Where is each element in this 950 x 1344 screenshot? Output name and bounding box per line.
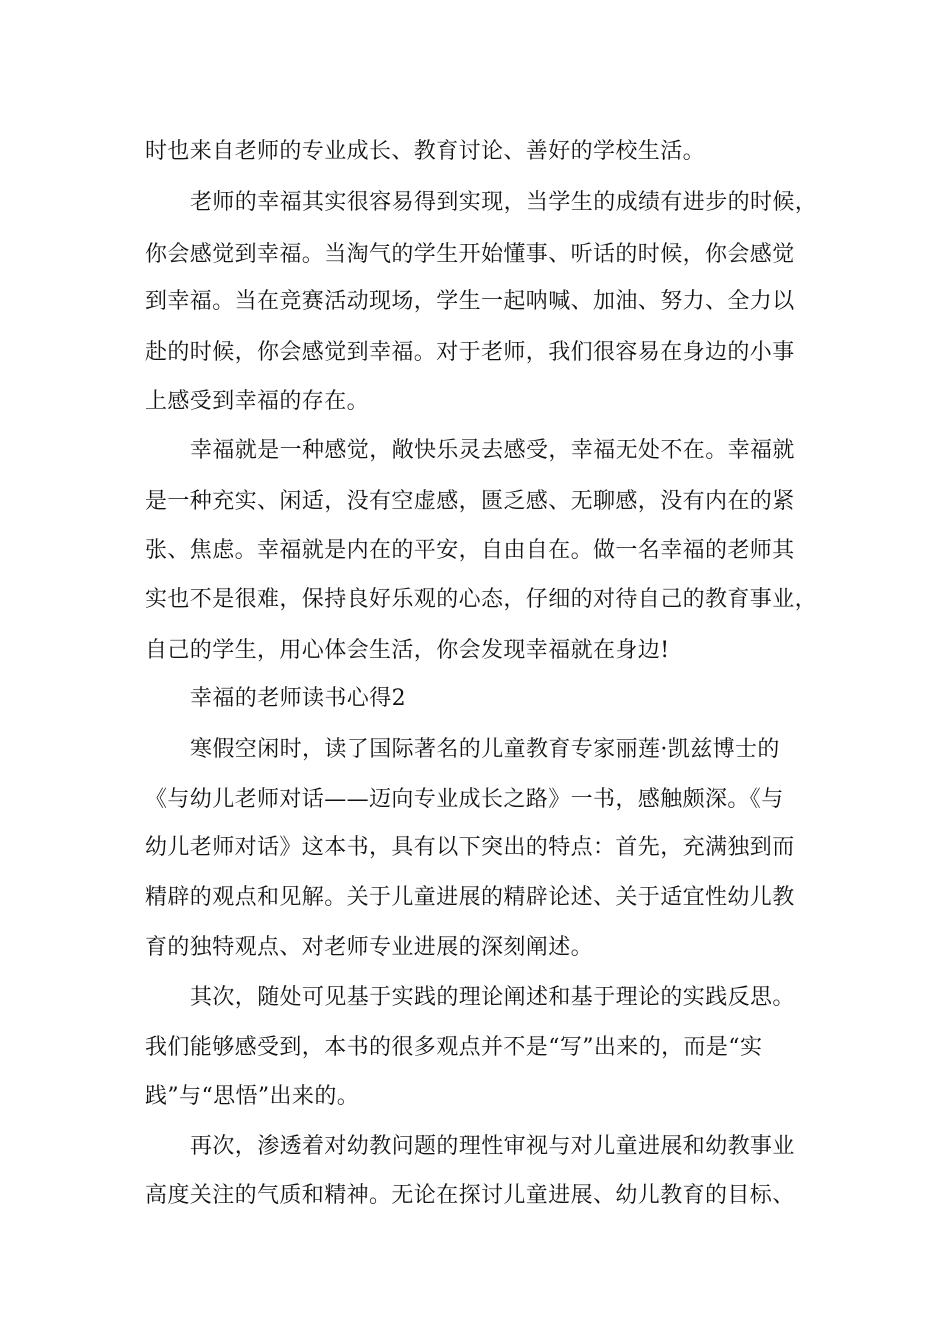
paragraph-line: 幸福就是一种感觉，敞快乐灵去感受，幸福无处不在。幸福就 <box>190 438 795 463</box>
paragraph-line: 其次，随处可见基于实践的理论阐述和基于理论的实践反思。 <box>190 985 795 1010</box>
paragraph-line: 到幸福。当在竞赛活动现场，学生一起呐喊、加油、努力、全力以 <box>145 289 795 314</box>
paragraph-line: 上感受到幸福的存在。 <box>145 389 370 414</box>
paragraph-line: 高度关注的气质和精神。无论在探讨儿童进展、幼儿教育的目标、 <box>145 1183 795 1208</box>
paragraph-line: 幼儿老师对话》这本书，具有以下突出的特点：首先，充满独到而 <box>145 835 795 860</box>
paragraph-line: 赴的时候，你会感觉到幸福。对于老师，我们很容易在身边的小事 <box>145 340 795 365</box>
paragraph-line: 精辟的观点和见解。关于儿童进展的精辟论述、关于适宜性幼儿教 <box>145 885 795 910</box>
paragraph-line: 实也不是很难，保持良好乐观的心态，仔细的对待自己的教育事业， <box>145 587 818 612</box>
paragraph-line: 是一种充实、闲适，没有空虚感，匮乏感、无聊感，没有内在的紧 <box>145 489 795 514</box>
paragraph-line: 再次，渗透着对幼教问题的理性审视与对儿童进展和幼教事业 <box>190 1134 795 1159</box>
paragraph-line: 我们能够感受到，本书的很多观点并不是“写”出来的，而是“实 <box>145 1035 763 1060</box>
paragraph-line: 育的独特观点、对老师专业进展的深刻阐述。 <box>145 935 594 960</box>
paragraph-line: 时也来自老师的专业成长、教育讨论、善好的学校生活。 <box>145 139 706 164</box>
section-heading: 幸福的老师读书心得2 <box>190 686 406 711</box>
paragraph-line: 寒假空闲时，读了国际著名的儿童教育专家丽莲·凯兹博士的 <box>190 737 780 762</box>
paragraph-line: 你会感觉到幸福。当淘气的学生开始懂事、听话的时候，你会感觉 <box>145 242 795 267</box>
paragraph-line: 张、焦虑。幸福就是内在的平安，自由自在。做一名幸福的老师其 <box>145 538 795 563</box>
paragraph-line: 老师的幸福其实很容易得到实现，当学生的成绩有进步的时候， <box>190 190 818 215</box>
paragraph-line: 自己的学生，用心体会生活，你会发现幸福就在身边! <box>145 638 670 663</box>
paragraph-line: 践”与“思悟”出来的。 <box>145 1084 360 1109</box>
paragraph-line: 《与幼儿老师对话——迈向专业成长之路》一书，感触颇深。《与 <box>145 787 784 812</box>
